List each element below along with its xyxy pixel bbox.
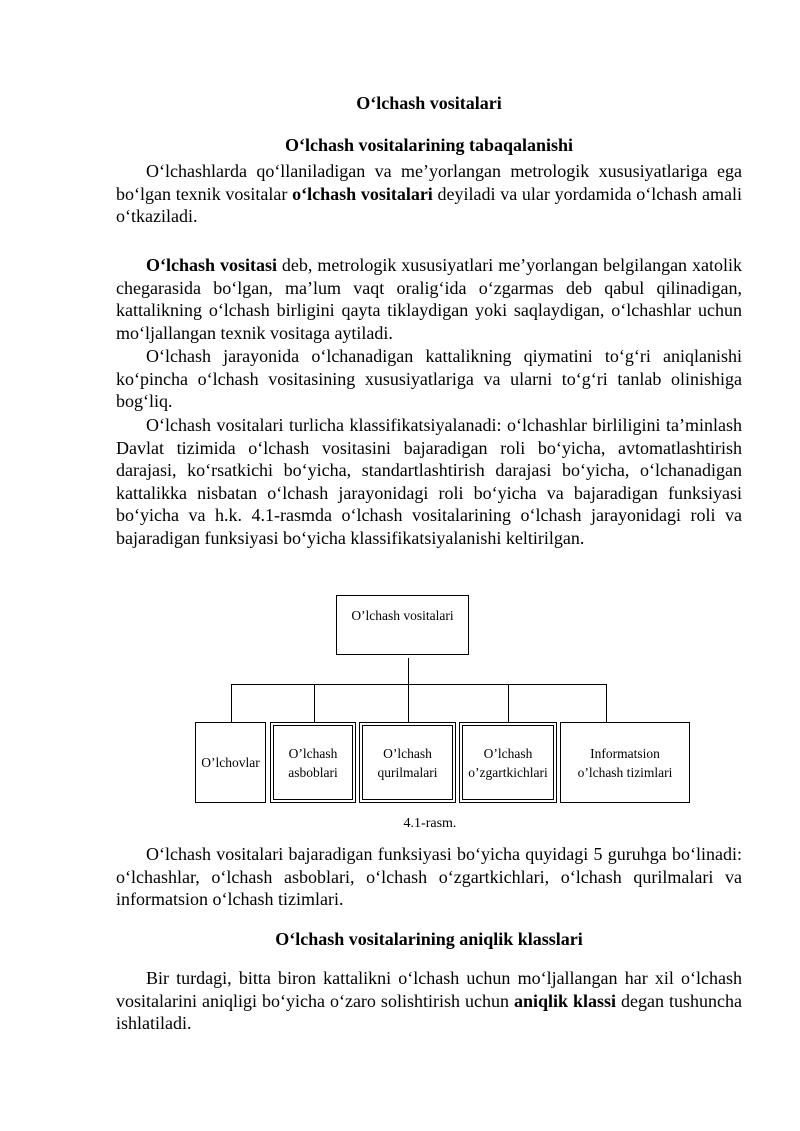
paragraph-measuring-instrument bbox=[116, 254, 742, 344]
diagram-connector-1 bbox=[231, 684, 232, 722]
diagram-child-box-5 bbox=[560, 722, 690, 803]
paragraph-accuracy-class bbox=[116, 967, 742, 1035]
diagram-connector-3 bbox=[408, 684, 409, 722]
diagram-child-2-line1: O’lchash bbox=[288, 745, 338, 761]
diagram-child-3-line1: O’lchash bbox=[383, 745, 432, 761]
para2-bold-term: O‘lchash vositasi bbox=[146, 255, 277, 275]
para6-text1: Bir turdagi, bitta biron kattalikni o‘lchash uchun mo‘ljallangan har xil o‘lchash vositalarini aniqligi bo‘yicha o‘zaro solishtirish uchun bbox=[116, 968, 742, 1011]
diagram-child-5-line2: o’lchash tizimlari bbox=[577, 764, 673, 780]
para6-bold-term: aniqlik klassi bbox=[513, 990, 617, 1011]
section-title-accuracy-classes: O‘lchash vositalarining aniqlik klasslari bbox=[275, 929, 583, 949]
diagram-connector-5 bbox=[606, 684, 607, 722]
paragraph-definition bbox=[116, 160, 742, 228]
para1-bold-term: o‘lchash vositalari bbox=[292, 183, 433, 204]
diagram-child-box-4 bbox=[459, 722, 557, 803]
paragraph-groups: O‘lchash vositalari bajaradigan funksiyasi bo‘yicha quyidagi 5 guruhga bo‘linadi: o‘lchashlar, o‘lchash asboblari, o‘lchash o‘zgartkichlari, o‘lchash qurilmalari va informatsion o‘lchash tizimlari. bbox=[116, 844, 742, 910]
main-title: O‘lchash vositalari bbox=[356, 93, 502, 113]
diagram-child-box-1 bbox=[195, 722, 266, 803]
diagram-child-3-line2: qurilmalari bbox=[377, 764, 438, 780]
paragraph-classification: O‘lchash vositalari turlicha klassifikatsiyalanadi: o‘lchashlar birliligini ta’minlash Davlat tizimida o‘lchash vositasini bajaradigan roli bo‘yicha, avtomatlashtirish darajasi, ko‘rsatkichi bo‘yicha, standartlashtirish darajasi bo‘yicha, o‘lchanadigan kattalikka nisbatan o‘lchash jarayonidagi roli bo‘yicha va bajaradigan funksiyasi bo‘yicha va h.k. 4.1-rasmda o‘lchash vositalarining o‘lchash jarayonidagi roli va bajaradigan funksiyasi bo‘yicha klassifikatsiyalanishi keltirilgan. bbox=[116, 415, 742, 548]
paragraph-accuracy: O‘lchash jarayonida o‘lchanadigan kattalikning qiymatini to‘g‘ri aniqlanishi ko‘pincha o‘lchash vositasining xususiyatlariga va ularni to‘g‘ri tanlab olinishiga bog‘liq. bbox=[116, 346, 742, 412]
diagram-connector-2 bbox=[314, 684, 315, 722]
diagram-child-2-line2: asboblari bbox=[288, 764, 338, 780]
para1-text1: O‘lchashlarda qo‘llaniladigan va me’yorlangan metrologik xususiyatlariga ega bo‘lgan texnik vositalar bbox=[116, 161, 742, 204]
diagram-connector-bus bbox=[231, 684, 607, 685]
para2-text: deb, metrologik xususiyatlari me’yorlangan belgilangan xatolik chegarasida bo‘lgan, ma’lum vaqt oralig‘ida o‘zgarmas deb qabul qilinadigan, kattalikning o‘lchash birligini qayta tiklaydigan yoki saqlaydigan, o‘lchashlar uchun mo‘ljallangan texnik vositaga aytiladi. bbox=[116, 255, 742, 343]
diagram-child-box-3 bbox=[359, 722, 456, 803]
section-title-classification: O‘lchash vositalarining tabaqalanishi bbox=[284, 135, 574, 155]
para6-text2: degan tushuncha ishlatiladi. bbox=[116, 990, 743, 1034]
diagram-child-5-line1: Informatsion bbox=[590, 745, 660, 761]
diagram-child-box-2 bbox=[270, 722, 356, 803]
diagram-child-1-label: O’lchovlar bbox=[201, 755, 260, 770]
diagram-connector-root bbox=[408, 658, 409, 684]
diagram-child-4-line1: O’lchash bbox=[483, 745, 533, 761]
figure-caption: 4.1-rasm. bbox=[403, 816, 457, 831]
diagram-child-4-line2: o’zgartkichlari bbox=[468, 764, 548, 780]
diagram-connector-4 bbox=[508, 684, 509, 722]
para1-text2: deyiladi va ular yordamida o‘lchash amali o‘tkaziladi. bbox=[116, 183, 742, 227]
diagram-root-box: O’lchash vositalari bbox=[336, 595, 469, 655]
